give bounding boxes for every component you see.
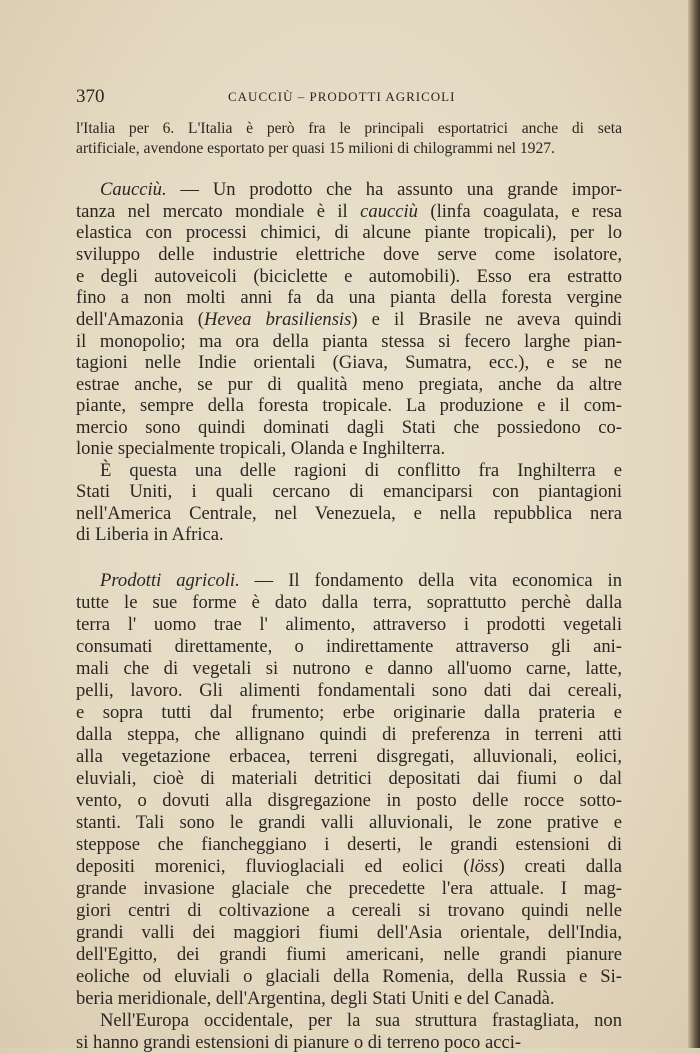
text-segment: grande invasione glaciale che precedette l'era attuale. I mag- — [76, 878, 622, 899]
text-segment: stanti. Tali sono le grandi valli alluvionali, le zone prative e — [76, 812, 622, 833]
text-segment: — Il fondamento della vita economica in — [239, 570, 623, 591]
text-line — [76, 201, 622, 223]
text-segment: mercio sono quindi dominati dagli Stati che possiedono co- — [76, 417, 622, 438]
text-segment: si hanno grandi estensioni di pianure o di terreno poco acci- — [76, 1032, 522, 1053]
text-line — [100, 570, 622, 592]
text-line — [76, 614, 622, 636]
text-segment: giori centri di coltivazione a cereali si trovano quindi nelle — [76, 900, 622, 921]
text-segment: beria meridionale, dell'Argentina, degli Stati Uniti e del Canadà. — [76, 988, 555, 1009]
text-line — [76, 438, 622, 460]
text-line — [76, 702, 622, 724]
text-segment: e sopra tutti dal frumento; erbe originarie dalla prateria e — [76, 702, 622, 723]
text-line — [76, 812, 622, 834]
text-segment: nell'America Centrale, nel Venezuela, e nella repubblica nera — [76, 503, 622, 524]
text-segment: terra l' uomo trae l' alimento, attraverso i prodotti vegetali — [76, 614, 622, 635]
text-segment: steppose che fiancheggiano i deserti, le grandi estensioni di — [76, 834, 622, 855]
italic-text: Caucciù. — [100, 179, 167, 200]
text-segment: tagioni nelle Indie orientali (Giava, Sumatra, ecc.), e se ne — [76, 352, 622, 373]
text-segment: l'Italia per 6. L'Italia è però fra le principali esportatrici anche di seta — [76, 120, 622, 137]
text-line — [76, 658, 622, 680]
text-segment: pelli, lavoro. Gli alimenti fondamentali sono dati dai cereali, — [76, 680, 622, 701]
text-segment: artificiale, avendone esportato per quasi 15 milioni di chilogrammi nel 1927. — [76, 140, 555, 157]
text-segment: e degli autoveicoli (biciclette e automobili). Esso era estratto — [76, 266, 622, 287]
italic-text: Hevea brasiliensis — [203, 309, 352, 330]
text-line — [76, 856, 622, 878]
text-segment: di Liberia in Africa. — [76, 524, 224, 545]
page-number: 370 — [76, 86, 105, 107]
italic-text: Prodotti agricoli. — [100, 570, 240, 591]
text-segment: tanza nel mercato mondiale è il — [76, 201, 361, 222]
text-line — [76, 352, 622, 374]
text-segment: il monopolio; ma ora della pianta stessa si fecero larghe pian- — [76, 331, 622, 352]
text-line — [76, 266, 622, 288]
text-line — [76, 746, 622, 768]
text-line — [76, 592, 622, 614]
text-line — [76, 140, 622, 158]
running-header: CAUCCIÙ – PRODOTTI AGRICOLI — [228, 89, 456, 104]
text-segment: eoliche od eluviali o glaciali della Romenia, della Russia e Si- — [76, 966, 622, 987]
text-line — [76, 309, 622, 331]
text-line — [76, 222, 622, 244]
text-line — [76, 417, 622, 439]
text-line — [76, 1032, 622, 1054]
text-line — [76, 922, 622, 944]
text-segment: mali che di vegetali si nutrono e danno all'uomo carne, latte, — [76, 658, 622, 679]
italic-text: caucciù — [360, 201, 418, 222]
text-segment: depositi morenici, fluvioglaciali ed eolici ( — [76, 856, 470, 877]
text-line — [76, 944, 622, 966]
text-line — [100, 1010, 622, 1032]
text-line — [76, 988, 622, 1010]
text-line — [76, 966, 622, 988]
text-line — [76, 790, 622, 812]
text-segment: ) e il Brasile ne aveva quindi — [351, 309, 622, 330]
text-segment: dalla steppa, che allignano quindi di preferenza in terreni atti — [76, 724, 622, 745]
text-segment: lonie specialmente tropicali, Olanda e Inghilterra. — [76, 438, 446, 459]
text-line — [76, 244, 622, 266]
text-line — [76, 834, 622, 856]
text-segment: dell'Amazonia ( — [76, 309, 204, 330]
text-line — [76, 636, 622, 658]
italic-text: löss — [469, 856, 499, 877]
text-segment: — Un prodotto che ha assunto una grande impor- — [166, 179, 622, 200]
text-segment: consumati direttamente, o indirettamente attraverso gli ani- — [76, 636, 622, 657]
text-segment: È questa una delle ragioni di conflitto fra Inghilterra e — [100, 460, 622, 481]
text-segment: Stati Uniti, i quali cercano di emanciparsi con piantagioni — [76, 481, 622, 502]
text-segment: grandi valli dei maggiori fiumi dell'Asia orientale, dell'India, — [76, 922, 622, 943]
text-segment: tutte le sue forme è dato dalla terra, soprattutto perchè dalla — [76, 592, 622, 613]
text-line — [76, 395, 622, 417]
text-segment: Nell'Europa occidentale, per la sua struttura frastagliata, non — [100, 1010, 622, 1031]
text-line — [76, 524, 622, 546]
text-segment: estrae anche, se pur di qualità meno pregiata, anche da altre — [76, 374, 622, 395]
text-segment: elastica con processi chimici, di alcune piante tropicali), per lo — [76, 222, 622, 243]
text-line — [76, 680, 622, 702]
text-line — [76, 768, 622, 790]
text-line — [76, 878, 622, 900]
text-line — [100, 460, 622, 482]
text-segment: vento, o dovuti alla disgregazione in posto delle rocce sotto- — [76, 790, 622, 811]
text-line — [76, 120, 622, 138]
text-line — [76, 724, 622, 746]
text-line — [76, 287, 622, 309]
text-line — [100, 179, 622, 201]
text-segment: (linfa coagulata, e resa — [417, 201, 622, 222]
text-segment: alla vegetazione erbacea, terreni disgregati, alluvionali, eolici, — [76, 746, 622, 767]
text-line — [76, 331, 622, 353]
text-segment: dell'Egitto, dei grandi fiumi americani, nelle grandi pianure — [76, 944, 622, 965]
text-line — [76, 900, 622, 922]
text-line — [76, 503, 622, 525]
text-segment: sviluppo delle industrie elettriche dove serve come isolatore, — [76, 244, 622, 265]
text-segment: ) creati dalla — [498, 856, 622, 877]
page-edge-shadow — [688, 0, 700, 1048]
text-line — [76, 481, 622, 503]
text-segment: fino a non molti anni fa da una pianta della foresta vergine — [76, 287, 622, 308]
text-segment: piante, sempre della foresta tropicale. La produzione e il com- — [76, 395, 622, 416]
text-line — [76, 374, 622, 396]
text-segment: eluviali, cioè di materiali detritici depositati dai fiumi o dal — [76, 768, 622, 789]
